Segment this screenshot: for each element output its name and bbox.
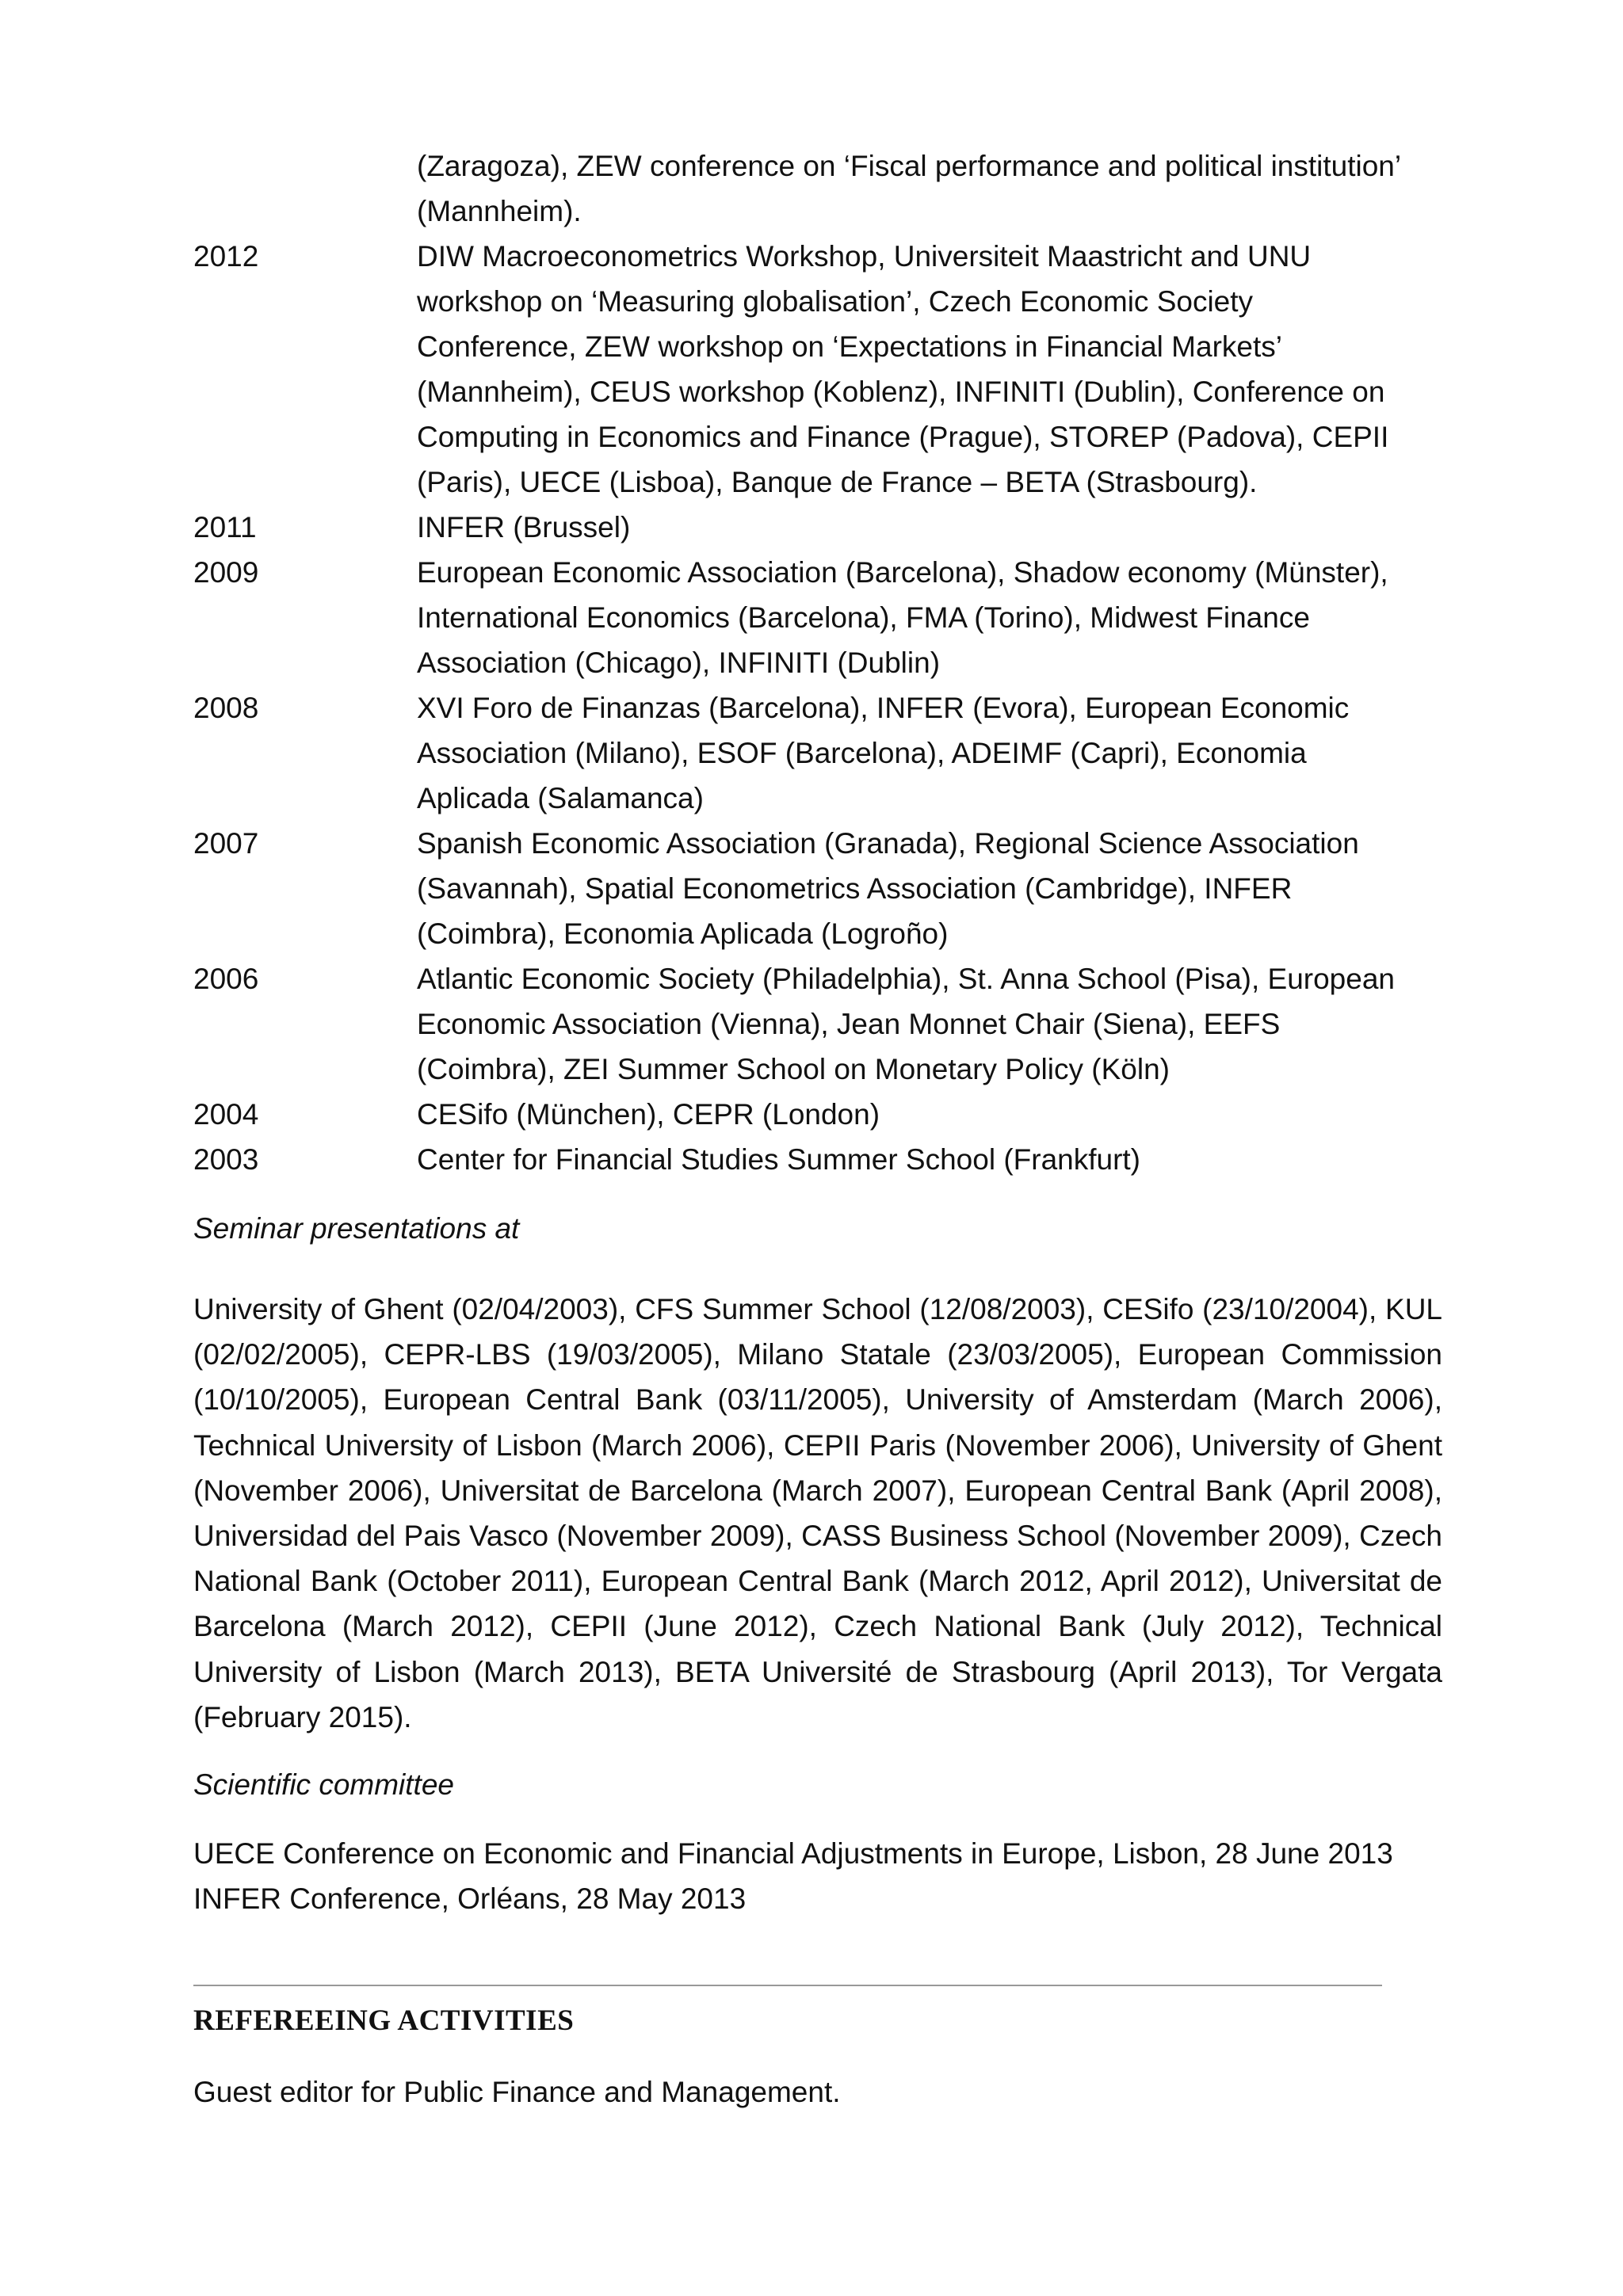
conference-year: 2006 bbox=[193, 963, 259, 995]
conference-line: DIW Macroeconometrics Workshop, Universiteit Maastricht and UNU bbox=[417, 240, 1312, 273]
conference-entries bbox=[417, 956, 1445, 1092]
conference-line: International Economics (Barcelona), FMA (Torino), Midwest Finance bbox=[417, 601, 1310, 634]
conference-year bbox=[193, 143, 417, 234]
conference-line: CESifo (München), CEPR (London) bbox=[417, 1098, 880, 1131]
conference-entries bbox=[417, 550, 1445, 685]
scientific-committee-heading: Scientific committee bbox=[193, 1768, 454, 1801]
conference-row bbox=[193, 1092, 1445, 1137]
conference-entries bbox=[417, 1137, 1445, 1182]
refereeing-activities-text: Guest editor for Public Finance and Management. bbox=[193, 2076, 841, 2108]
conference-row bbox=[193, 685, 1445, 821]
conference-line: (Mannheim), CEUS workshop (Koblenz), INFINITI (Dublin), Conference on bbox=[417, 376, 1385, 408]
conference-line: workshop on ‘Measuring globalisation’, Czech Economic Society bbox=[417, 285, 1254, 318]
conference-row bbox=[193, 550, 1445, 685]
conference-presentations-list bbox=[193, 143, 1445, 1182]
conference-line: Conference, ZEW workshop on ‘Expectations in Financial Markets’ bbox=[417, 330, 1282, 363]
conference-line: Computing in Economics and Finance (Prague), STOREP (Padova), CEPII bbox=[417, 421, 1389, 453]
conference-year: 2011 bbox=[193, 511, 257, 543]
conference-entries bbox=[417, 821, 1445, 956]
conference-line: Association (Chicago), INFINITI (Dublin) bbox=[417, 646, 941, 679]
conference-row bbox=[193, 1137, 1445, 1182]
refereeing-activities-heading: REFEREEING ACTIVITIES bbox=[193, 2004, 575, 2037]
conference-entries bbox=[417, 143, 1445, 234]
conference-line: (Coimbra), Economia Aplicada (Logroño) bbox=[417, 917, 949, 950]
conference-line: Association (Milano), ESOF (Barcelona), ADEIMF (Capri), Economia bbox=[417, 737, 1307, 769]
conference-year: 2007 bbox=[193, 827, 259, 860]
seminar-presentations-paragraph: University of Ghent (02/04/2003), CFS Summer School (12/08/2003), CESifo (23/10/2004), KUL (02/02/2005), CEPR-LBS (19/03/2005), Milano Statale (23/03/2005), European Commission (10/10/2005), European Central Bank (03/11/2005), University of Amsterdam (March 2006), Technical University of Lisbon (March 2006), CEPII Paris (November 2006), University of Ghent (November 2006), Universitat de Barcelona (March 2007), European Central Bank (April 2008), Universidad del Pais Vasco (November 2009), CASS Business School (November 2009), Czech National Bank (October 2011), European Central Bank (March 2012, April 2012), Universitat de Barcelona (March 2012), CEPII (June 2012), Czech National Bank (July 2012), Technical University of Lisbon (March 2013), BETA Université de Strasbourg (April 2013), Tor Vergata (February 2015). bbox=[193, 1293, 1442, 1733]
committee-item: UECE Conference on Economic and Financial Adjustments in Europe, Lisbon, 28 June 2013 bbox=[193, 1837, 1393, 1870]
conference-year: 2012 bbox=[193, 240, 259, 273]
conference-line: INFER (Brussel) bbox=[417, 511, 631, 543]
conference-row bbox=[193, 956, 1445, 1092]
conference-entries bbox=[417, 685, 1445, 821]
conference-entries bbox=[417, 234, 1445, 505]
conference-row bbox=[193, 821, 1445, 956]
conference-line: Atlantic Economic Society (Philadelphia), St. Anna School (Pisa), European bbox=[417, 963, 1395, 995]
conference-line: Aplicada (Salamanca) bbox=[417, 782, 704, 814]
conference-row bbox=[193, 143, 1445, 234]
conference-line: Center for Financial Studies Summer School (Frankfurt) bbox=[417, 1143, 1141, 1176]
conference-row bbox=[193, 234, 1445, 505]
conference-line: (Paris), UECE (Lisboa), Banque de France – BETA (Strasbourg). bbox=[417, 466, 1258, 498]
conference-line: (Zaragoza), ZEW conference on ‘Fiscal performance and political institution’ bbox=[417, 150, 1402, 182]
conference-line: Economic Association (Vienna), Jean Monnet Chair (Siena), EEFS bbox=[417, 1008, 1281, 1040]
conference-line: (Mannheim). bbox=[417, 195, 582, 227]
conference-row bbox=[193, 505, 1445, 550]
conference-year: 2004 bbox=[193, 1098, 259, 1131]
conference-line: XVI Foro de Finanzas (Barcelona), INFER (Evora), European Economic bbox=[417, 692, 1350, 724]
conference-line: (Savannah), Spatial Econometrics Association (Cambridge), INFER bbox=[417, 872, 1293, 905]
conference-year: 2008 bbox=[193, 692, 259, 724]
conference-year: 2003 bbox=[193, 1143, 259, 1176]
committee-item: INFER Conference, Orléans, 28 May 2013 bbox=[193, 1882, 747, 1915]
conference-line: European Economic Association (Barcelona), Shadow economy (Münster), bbox=[417, 556, 1388, 589]
conference-line: (Coimbra), ZEI Summer School on Monetary Policy (Köln) bbox=[417, 1053, 1170, 1085]
conference-line: Spanish Economic Association (Granada), Regional Science Association bbox=[417, 827, 1359, 860]
conference-entries bbox=[417, 505, 1445, 550]
conference-entries bbox=[417, 1092, 1445, 1137]
seminar-presentations-heading: Seminar presentations at bbox=[193, 1212, 520, 1245]
section-divider bbox=[193, 1985, 1382, 1986]
scientific-committee-list bbox=[193, 1831, 1461, 1921]
conference-year: 2009 bbox=[193, 556, 259, 589]
